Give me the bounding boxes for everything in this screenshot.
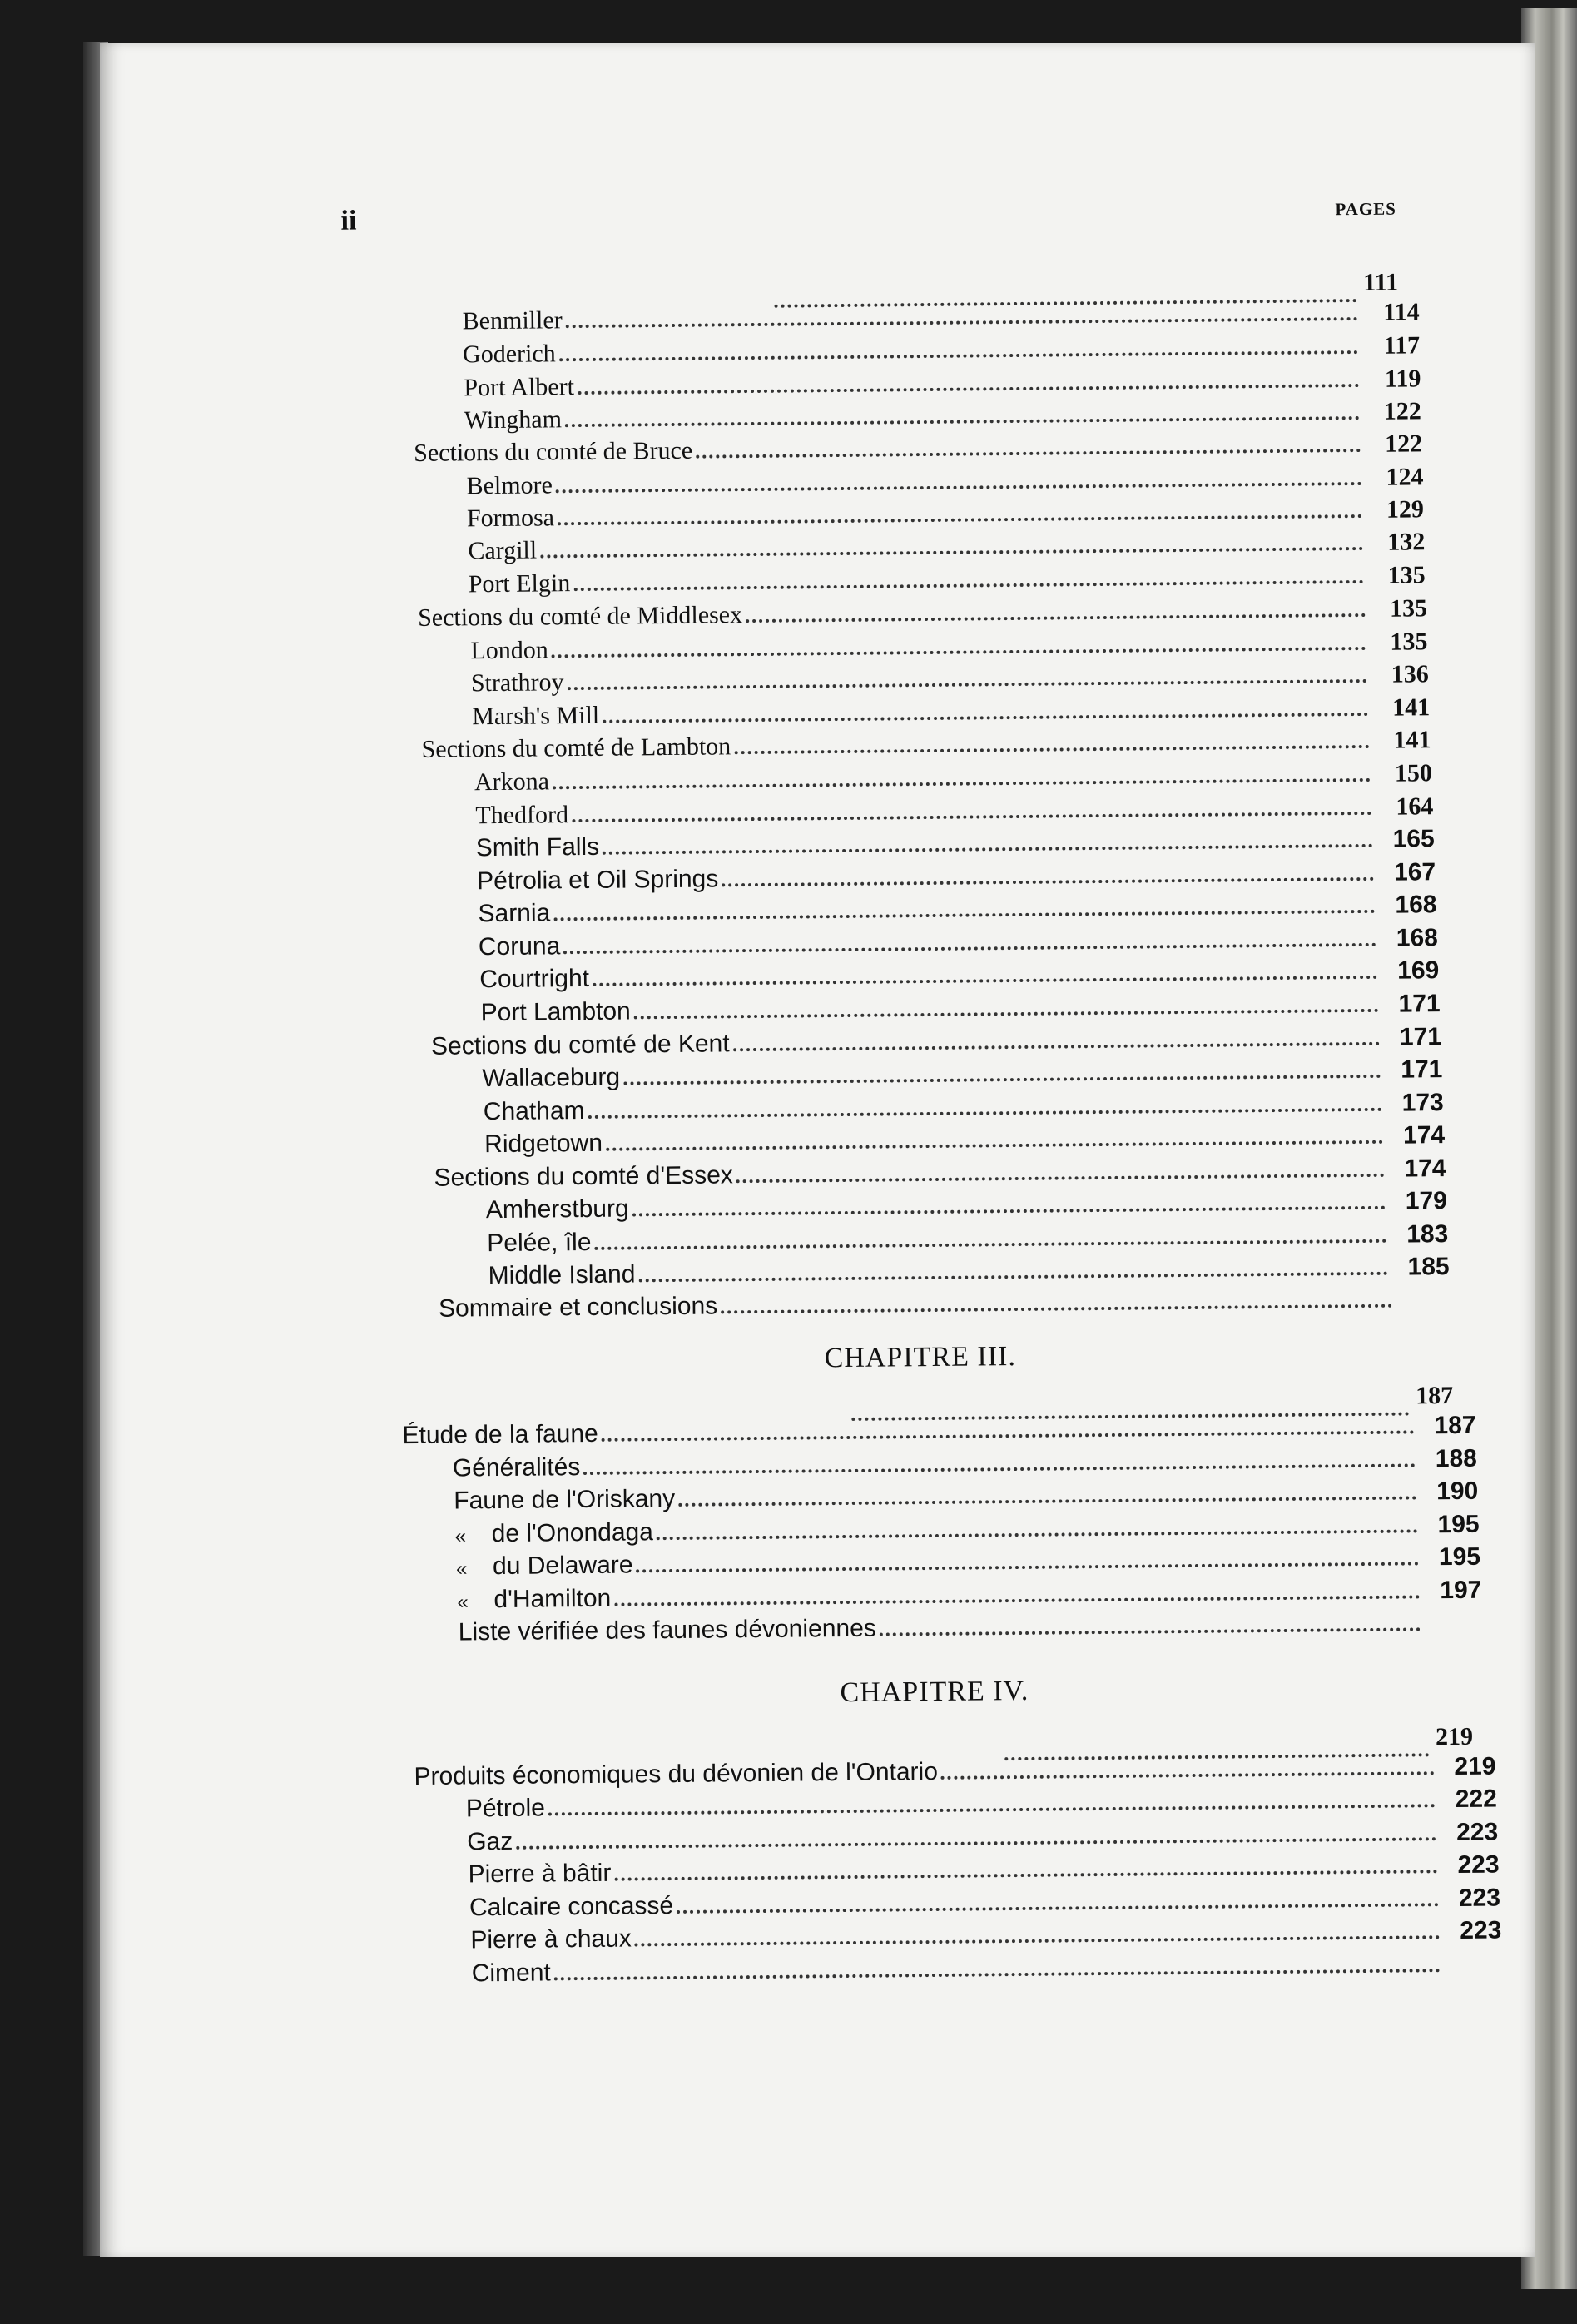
toc-entry-label: Cargill <box>468 536 538 565</box>
toc-entry-page: 136 <box>1391 660 1429 688</box>
toc-entry-page: 197 <box>1440 1576 1482 1605</box>
toc-entry-label: Faune de l'Oriskany <box>454 1484 676 1515</box>
dot-leader <box>746 613 1366 623</box>
toc-entry-page: 129 <box>1386 495 1425 524</box>
toc-entry-page: 141 <box>1392 693 1431 722</box>
table-of-contents <box>90 37 1546 2265</box>
toc-entry-page: 167 <box>1393 858 1436 886</box>
toc-entry-page: 190 <box>1436 1477 1479 1506</box>
toc-entry-page: 135 <box>1387 561 1426 589</box>
toc-entry-page: 223 <box>1457 1850 1500 1879</box>
toc-entry-page: 173 <box>1401 1089 1444 1117</box>
toc-entry-label: London <box>470 636 548 665</box>
toc-entry-label: Pelée, île <box>487 1228 592 1258</box>
toc-entry-page: 168 <box>1395 891 1437 919</box>
toc-entry-page: 179 <box>1405 1187 1448 1215</box>
toc-entry-page: 185 <box>1407 1253 1450 1281</box>
toc-entry-label: Liste vérifiée des faunes dévoniennes <box>458 1614 876 1646</box>
toc-entry-label: Coruna <box>478 932 561 961</box>
toc-entry-page: 195 <box>1437 1510 1480 1539</box>
chapter-title: CHAPITRE III. <box>824 1341 1017 1374</box>
top-first-number: 111 <box>1363 268 1399 296</box>
toc-entry-page: 195 <box>1438 1542 1481 1572</box>
toc-entry-label: Sections du comté de Lambton <box>421 732 731 763</box>
toc-entry-label: Wallaceburg <box>482 1063 621 1093</box>
chapter3-first-number: 187 <box>1415 1382 1454 1410</box>
dot-leader <box>721 1304 1392 1314</box>
toc-entry-page: 122 <box>1385 430 1423 458</box>
toc-entry-label: Middle Island <box>488 1260 636 1290</box>
toc-entry-page: 169 <box>1397 956 1440 985</box>
toc-entry-label: Pétrole <box>465 1794 546 1823</box>
dot-leader <box>880 1627 1421 1636</box>
toc-entry-label: Sections du comté d'Essex <box>434 1161 733 1192</box>
toc-entry-page: 114 <box>1383 298 1420 326</box>
toc-entry-label: Arkona <box>474 767 550 797</box>
toc-entry-page: 150 <box>1394 759 1433 787</box>
toc-entry-label: Smith Falls <box>475 832 600 862</box>
toc-entry-label: Ridgetown <box>484 1129 603 1159</box>
toc-entry-label: du Delaware <box>492 1551 633 1581</box>
toc-entry-page: 165 <box>1392 825 1435 853</box>
toc-entry-page: 164 <box>1396 792 1434 821</box>
toc-entry-label: Sarnia <box>478 899 551 928</box>
toc-entry-page: 171 <box>1401 1055 1443 1084</box>
toc-entry-page: 171 <box>1399 1023 1442 1051</box>
toc-entry-page: 132 <box>1387 528 1426 556</box>
dot-leader <box>734 745 1369 754</box>
toc-entry-label: Généralités <box>452 1453 581 1482</box>
chapter-title: CHAPITRE IV. <box>840 1675 1029 1709</box>
toc-entry-page: 188 <box>1435 1444 1478 1473</box>
toc-entry-label: Sections du comté de Kent <box>430 1030 730 1060</box>
toc-entry-page: 117 <box>1383 331 1421 360</box>
toc-entry-label: d'Hamilton <box>493 1584 612 1614</box>
toc-entry-label: Courtright <box>479 964 590 994</box>
toc-entry-label: Amherstburg <box>485 1194 629 1224</box>
toc-entry-page: 119 <box>1384 365 1421 393</box>
toc-entry-label: Étude de la faune <box>402 1419 598 1450</box>
toc-entry-label: Port Lambton <box>480 997 631 1027</box>
toc-entry-page: 122 <box>1383 397 1421 425</box>
toc-entry-label: Gaz <box>467 1827 513 1856</box>
toc-entry-label: Port Albert <box>464 373 575 402</box>
dot-leader <box>941 1771 1435 1780</box>
toc-entry-page: 222 <box>1455 1785 1497 1814</box>
toc-entry-label: Thedford <box>475 801 569 830</box>
ditto-mark: « <box>455 1557 468 1581</box>
toc-entry-label: Strathroy <box>470 668 564 698</box>
toc-entry-label: Formosa <box>466 504 555 533</box>
toc-entry-page: 219 <box>1454 1752 1496 1781</box>
toc-entry-page: 223 <box>1458 1884 1501 1912</box>
toc-entry-label: Pétrolia et Oil Springs <box>477 865 719 896</box>
toc-entry-page: 141 <box>1393 726 1431 754</box>
toc-entry-label: Sommaire et conclusions <box>438 1292 718 1323</box>
toc-entry-page: 183 <box>1406 1220 1449 1249</box>
toc-entry-label: Calcaire concassé <box>469 1892 674 1922</box>
toc-entry-page: 223 <box>1460 1916 1502 1944</box>
toc-entry-page: 174 <box>1404 1155 1446 1183</box>
toc-entry-label: Port Elgin <box>468 569 571 598</box>
toc-entry-label: Ciment <box>471 1959 551 1988</box>
toc-entry-page: 124 <box>1386 463 1424 491</box>
toc-entry-label: Wingham <box>464 405 563 435</box>
toc-entry-page: 135 <box>1390 628 1428 656</box>
toc-entry-page: 171 <box>1398 990 1441 1018</box>
toc-entry-label: Belmore <box>466 471 553 500</box>
dot-leader <box>696 449 1361 459</box>
toc-entry-label: Goderich <box>462 340 556 369</box>
toc-entry-page: 223 <box>1456 1818 1499 1846</box>
toc-entry-label: Produits économiques du dévonien de l'Ontario <box>414 1757 939 1791</box>
toc-entry-label: Sections du comté de Middlesex <box>417 601 743 632</box>
toc-entry-label: Sections du comté de Bruce <box>414 436 693 467</box>
ditto-mark: « <box>457 1591 469 1614</box>
toc-entry-label: Pierre à chaux <box>470 1924 632 1954</box>
toc-entry-label: Marsh's Mill <box>472 701 600 731</box>
pages-header: PAGES <box>1335 198 1397 220</box>
toc-entry-page: 174 <box>1402 1121 1446 1150</box>
toc-entry-label: de l'Onondaga <box>491 1518 654 1548</box>
chapter4-first-number: 219 <box>1435 1722 1474 1751</box>
toc-entry-page: 135 <box>1389 594 1428 623</box>
toc-entry-page: 168 <box>1396 924 1439 952</box>
toc-entry-label: Chatham <box>483 1097 585 1126</box>
toc-entry-label: Benmiller <box>462 306 563 335</box>
page-number: ii <box>340 205 357 236</box>
toc-entry-label: Pierre à bâtir <box>468 1859 612 1889</box>
dot-leader <box>554 1969 1441 1980</box>
document-page <box>100 43 1535 2257</box>
toc-entry-page: 187 <box>1434 1411 1476 1440</box>
ditto-mark: « <box>454 1525 467 1548</box>
